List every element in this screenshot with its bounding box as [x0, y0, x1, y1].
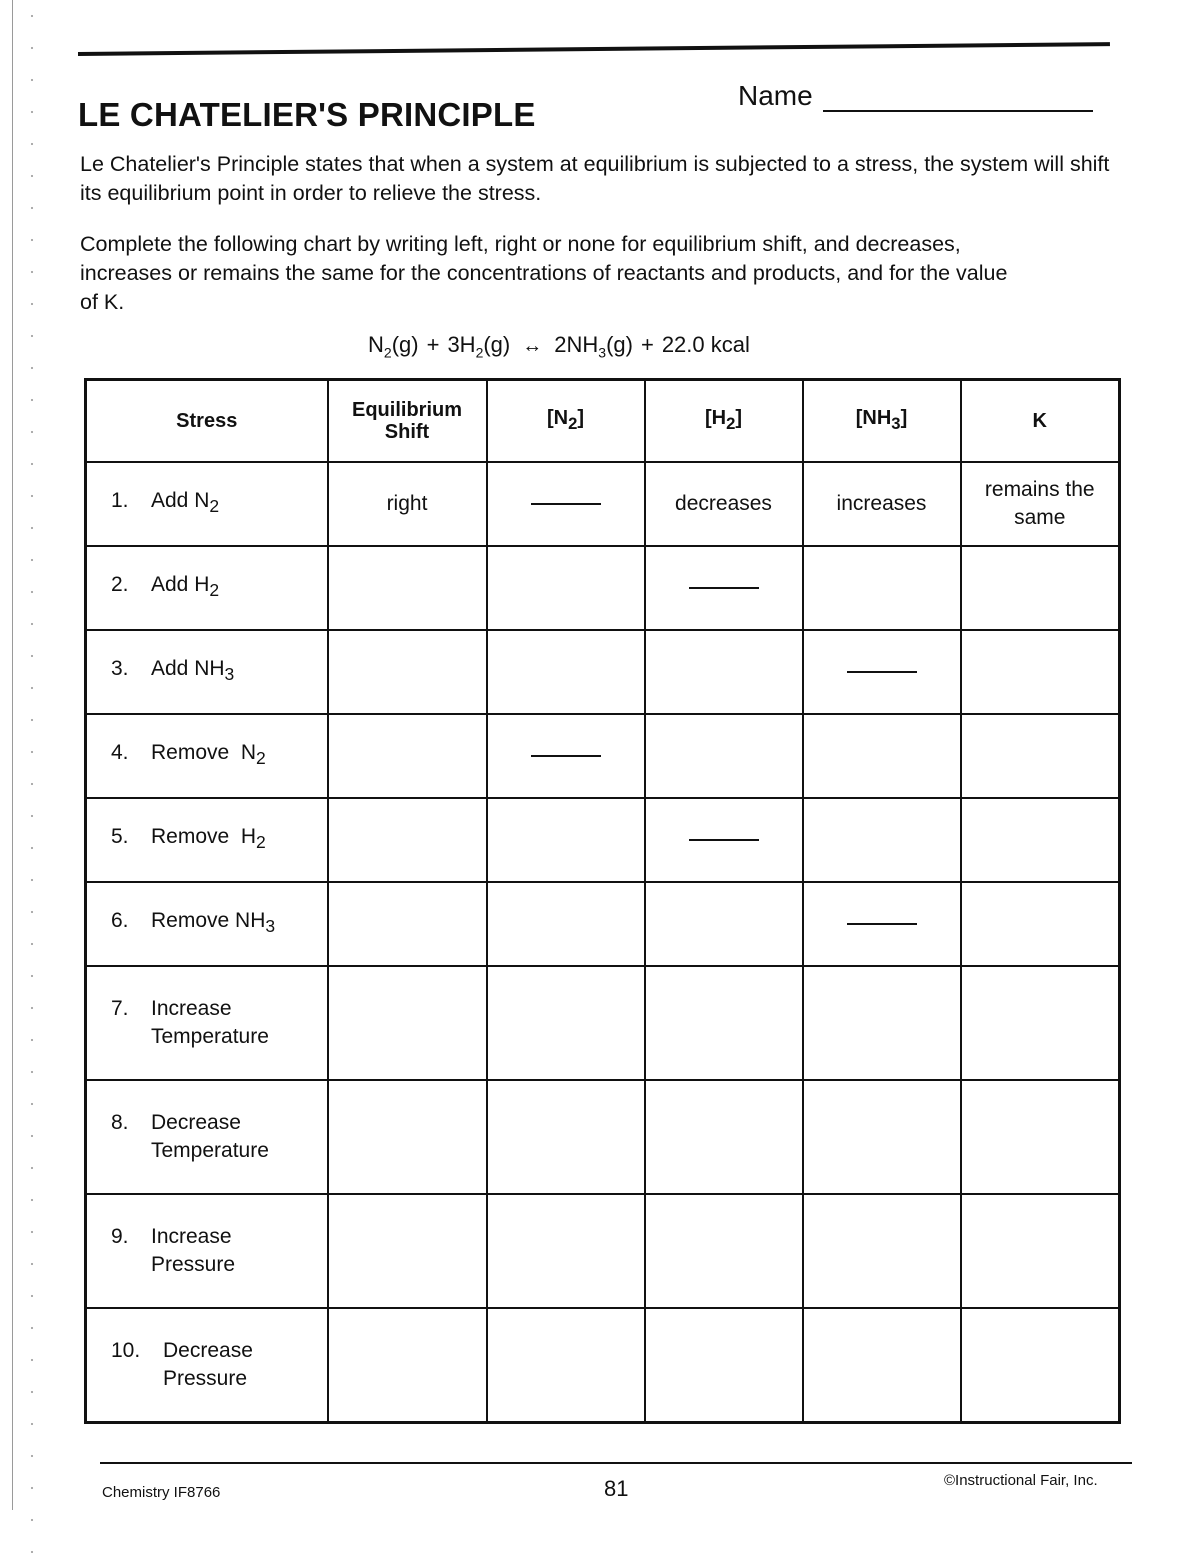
- stress-label: Decrease Pressure: [163, 1338, 253, 1390]
- stress-cell: [86, 462, 328, 546]
- nh3-cell[interactable]: [803, 462, 961, 546]
- shift-value: right: [386, 492, 428, 515]
- row-number: 2.: [111, 573, 129, 597]
- n2-cell[interactable]: [487, 630, 645, 714]
- eq-plus: +: [640, 332, 654, 357]
- footer-book-code: Chemistry IF8766: [102, 1484, 221, 1501]
- table-row: [86, 1308, 1120, 1422]
- k-cell[interactable]: [961, 714, 1120, 798]
- eq-n2-symbol: N: [368, 332, 384, 357]
- no-answer-dash: [531, 503, 601, 505]
- h2-cell[interactable]: [645, 1080, 803, 1194]
- stress-subscript: 2: [256, 748, 266, 769]
- table-row: [86, 630, 1120, 714]
- row-number: 7.: [111, 997, 129, 1020]
- header-nh3: [803, 380, 961, 463]
- stress-cell: [86, 966, 328, 1080]
- shift-cell[interactable]: [328, 1308, 487, 1422]
- stress-cell: [86, 546, 328, 630]
- stress-label: Add NH: [151, 657, 225, 681]
- table-row: [86, 462, 1120, 546]
- stress-cell: [86, 1308, 328, 1422]
- equilibrium-arrow-icon: ↔: [522, 335, 543, 357]
- row-number: 6.: [111, 909, 129, 933]
- no-answer-dash: [531, 755, 601, 757]
- row-number: 5.: [111, 825, 129, 849]
- stress-subscript: 2: [209, 580, 220, 601]
- header-equilibrium-shift: [328, 380, 487, 463]
- no-answer-dash: [847, 923, 917, 925]
- header-h2: [645, 380, 803, 463]
- stress-label: Increase Temperature: [151, 997, 269, 1048]
- h2-cell[interactable]: [645, 714, 803, 798]
- header-h2-subscript: 2: [726, 414, 736, 433]
- stress-label: Increase Pressure: [151, 1225, 236, 1276]
- stress-cell: [86, 714, 328, 798]
- stress-subscript: 3: [224, 664, 235, 685]
- nh3-cell[interactable]: [803, 1080, 961, 1194]
- shift-cell[interactable]: [328, 546, 487, 630]
- header-h2-symbol: [H: [704, 407, 727, 429]
- reaction-equation: [368, 332, 750, 360]
- eq-h2: [447, 332, 510, 360]
- n2-cell: [487, 462, 645, 546]
- eq-nh3: [554, 332, 633, 360]
- stress-label: Decrease Temperature: [151, 1111, 269, 1162]
- table-row: [86, 798, 1120, 882]
- k-cell[interactable]: [961, 1080, 1120, 1194]
- eq-h2-state: (g): [483, 332, 511, 357]
- no-answer-dash: [847, 671, 917, 673]
- eq-h2-subscript: 2: [475, 344, 484, 361]
- stress-subscript: 3: [265, 916, 276, 937]
- header-nh3-subscript: 3: [891, 414, 901, 433]
- k-cell[interactable]: [961, 630, 1120, 714]
- n2-cell[interactable]: [487, 882, 645, 966]
- intro-paragraph: Le Chatelier's Principle states that when a system at equilibrium is subjected to a stress, the system will shift its equilibrium point in order to relieve the stress.: [80, 152, 1110, 205]
- nh3-cell[interactable]: [803, 1194, 961, 1308]
- k-cell[interactable]: [961, 1308, 1120, 1422]
- n2-cell[interactable]: [487, 1194, 645, 1308]
- header-n2: [487, 380, 645, 463]
- eq-h2-symbol: 3H: [447, 332, 476, 357]
- shift-cell[interactable]: [328, 882, 487, 966]
- header-h2-bracket: ]: [735, 407, 743, 429]
- chart-header-row: [86, 380, 1120, 463]
- header-k: K: [961, 380, 1120, 463]
- table-row: [86, 966, 1120, 1080]
- stress-cell: [86, 798, 328, 882]
- page-title: LE CHATELIER'S PRINCIPLE: [78, 96, 536, 133]
- h2-cell[interactable]: [645, 882, 803, 966]
- eq-n2-subscript: 2: [383, 344, 392, 361]
- nh3-cell[interactable]: [803, 1308, 961, 1422]
- k-cell[interactable]: [961, 1194, 1120, 1308]
- h2-cell: [645, 798, 803, 882]
- row-number: 9.: [111, 1225, 129, 1248]
- name-label: Name: [738, 80, 813, 111]
- k-cell[interactable]: [961, 882, 1120, 966]
- nh3-cell: [803, 630, 961, 714]
- margin-line: [12, 0, 13, 1510]
- n2-cell[interactable]: [487, 966, 645, 1080]
- page-number: 81: [604, 1476, 629, 1501]
- eq-nh3-symbol: 2NH: [554, 332, 599, 357]
- h2-cell[interactable]: [645, 462, 803, 546]
- shift-cell[interactable]: [328, 798, 487, 882]
- name-field[interactable]: [738, 80, 1093, 112]
- shift-cell[interactable]: [328, 630, 487, 714]
- header-stress: Stress: [86, 380, 328, 463]
- row-number: 1.: [111, 489, 129, 513]
- header-nh3-symbol: [NH: [855, 407, 892, 429]
- header-n2-bracket: ]: [577, 407, 585, 429]
- stress-subscript: 2: [209, 496, 220, 517]
- eq-n2-state: (g): [391, 332, 419, 357]
- k-cell[interactable]: [961, 462, 1120, 546]
- shift-cell[interactable]: [328, 1194, 487, 1308]
- eq-n2: [368, 332, 419, 360]
- header-n2-subscript: 2: [568, 414, 578, 433]
- n2-cell[interactable]: [487, 1308, 645, 1422]
- h2-cell[interactable]: [645, 630, 803, 714]
- row-number: 8.: [111, 1111, 129, 1134]
- header-shift-label: Equilibrium Shift: [352, 399, 462, 443]
- no-answer-dash: [689, 587, 759, 589]
- n2-cell: [487, 714, 645, 798]
- nh3-cell[interactable]: [803, 546, 961, 630]
- stress-label: Add N: [151, 489, 210, 513]
- table-row: [86, 1194, 1120, 1308]
- h2-cell[interactable]: [645, 1308, 803, 1422]
- footer-copyright: ©Instructional Fair, Inc.: [944, 1472, 1098, 1489]
- stress-cell: [86, 1194, 328, 1308]
- row-number: 4.: [111, 741, 129, 765]
- nh3-cell[interactable]: [803, 798, 961, 882]
- eq-energy: 22.0 kcal: [661, 332, 750, 357]
- name-blank-line[interactable]: [823, 88, 1093, 112]
- eq-nh3-state: (g): [606, 332, 633, 357]
- n2-cell[interactable]: [487, 546, 645, 630]
- nh3-cell[interactable]: [803, 714, 961, 798]
- stress-label: Remove NH: [151, 909, 266, 933]
- k-cell[interactable]: [961, 546, 1120, 630]
- instructions-paragraph: Complete the following chart by writing left, right or none for equilibrium shift, and decreases, increases or remains the same for the concentrations of reactants and products, and for the value of K.: [80, 232, 1008, 314]
- nh3-cell: [803, 882, 961, 966]
- eq-plus: +: [426, 332, 440, 357]
- stress-label: Remove N: [151, 741, 257, 765]
- top-rule: [78, 42, 1110, 56]
- h2-value: decreases: [675, 492, 772, 515]
- shift-cell[interactable]: [328, 714, 487, 798]
- shift-cell[interactable]: [328, 462, 487, 546]
- table-row: [86, 546, 1120, 630]
- stress-cell: [86, 630, 328, 714]
- stress-label: Remove H: [151, 825, 257, 849]
- n2-cell[interactable]: [487, 798, 645, 882]
- k-cell[interactable]: [961, 966, 1120, 1080]
- row-number: 10.: [111, 1338, 141, 1362]
- k-value: remains the same: [984, 478, 1095, 529]
- nh3-cell[interactable]: [803, 966, 961, 1080]
- stress-label: Add H: [151, 573, 210, 597]
- header-nh3-bracket: ]: [900, 407, 908, 429]
- shift-cell[interactable]: [328, 966, 487, 1080]
- header-n2-symbol: [N: [546, 407, 569, 429]
- nh3-value: increases: [836, 492, 927, 515]
- stress-subscript: 2: [256, 832, 266, 853]
- n2-cell[interactable]: [487, 1080, 645, 1194]
- h2-cell[interactable]: [645, 1194, 803, 1308]
- row-number: 3.: [111, 657, 129, 681]
- stress-cell: [86, 1080, 328, 1194]
- margin-perforation: [30, 0, 34, 1553]
- footer-rule: [100, 1462, 1132, 1464]
- h2-cell: [645, 546, 803, 630]
- stress-cell: [86, 882, 328, 966]
- table-row: [86, 1080, 1120, 1194]
- h2-cell[interactable]: [645, 966, 803, 1080]
- table-row: [86, 714, 1120, 798]
- shift-cell[interactable]: [328, 1080, 487, 1194]
- no-answer-dash: [689, 839, 759, 841]
- eq-nh3-subscript: 3: [598, 344, 607, 361]
- k-cell[interactable]: [961, 798, 1120, 882]
- equilibrium-chart: [84, 378, 1121, 1424]
- table-row: [86, 882, 1120, 966]
